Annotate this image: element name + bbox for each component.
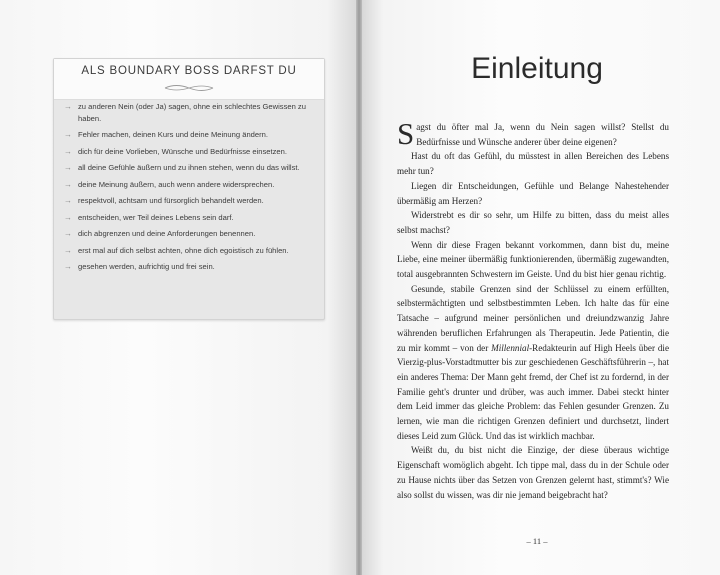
boundary-rights-list: [62, 101, 314, 278]
flourish-ornament-icon: [164, 83, 214, 93]
list-item: [62, 179, 314, 191]
first-paragraph-text: agst du öfter mal Ja, wenn du Nein sagen willst? Stellst du Bedürfnisse und Wünsche anderer über deine eigenen?: [416, 122, 669, 147]
drop-cap: S: [397, 116, 415, 151]
list-item-text: zu anderen Nein (oder Ja) sagen, ohne ein schlechtes Gewissen zu haben.: [78, 102, 306, 123]
list-item: [62, 212, 314, 224]
list-item-text: entscheiden, wer Teil deines Lebens sein darf.: [78, 212, 234, 222]
paragraph: [397, 282, 669, 444]
arrow-right-icon: →: [64, 130, 72, 139]
info-box-header: [54, 59, 324, 100]
list-item-text: deine Meinung äußern, auch wenn andere widersprechen.: [78, 179, 275, 189]
list-item: [62, 162, 314, 174]
list-item-text: all deine Gefühle äußern und zu ihnen stehen, wenn du das willst.: [78, 163, 300, 172]
list-item: [62, 261, 314, 273]
italic-term: Millennial: [491, 342, 530, 353]
arrow-right-icon: →: [64, 196, 72, 205]
list-item-text: dich für deine Vorlieben, Wünsche und Bedürfnisse einsetzen.: [78, 146, 287, 156]
paragraph: Liegen dir Entscheidungen, Gefühle und Belange Nahestehender übermäßig am Herzen?: [397, 180, 669, 206]
arrow-right-icon: →: [64, 229, 72, 238]
arrow-right-icon: →: [64, 179, 72, 189]
page-number: – 11 –: [526, 536, 548, 546]
paragraph: Weißt du, du bist nicht die Einzige, der diese überaus wichtige Eigenschaft womöglich abgeht. Ich tippe mal, dass du in der Schule oder zu Hause nichts über das Setzen von Grenzen gelernt hast, stimmt's? Wie also sollst du wissen, was dir nie jemand beigebracht hat?: [397, 445, 669, 500]
list-item: [62, 146, 314, 158]
list-item-text: dich abgrenzen und deine Anforderungen benennen.: [78, 229, 256, 238]
list-item: [62, 245, 314, 257]
list-item: [62, 129, 314, 141]
arrow-right-icon: →: [64, 163, 72, 172]
paragraph: Widerstrebt es dir so sehr, um Hilfe zu bitten, dass du meist alles selbst machst?: [397, 210, 669, 235]
arrow-right-icon: →: [64, 245, 72, 255]
info-box-title: ALS BOUNDARY BOSS DARFST DU: [81, 65, 297, 77]
list-item: [62, 195, 314, 207]
paragraph: Hast du oft das Gefühl, du müsstest in allen Bereichen des Lebens mehr tun?: [397, 151, 669, 177]
arrow-right-icon: →: [64, 102, 72, 111]
paragraph-text: -Redakteurin auf High Heels über die Vierzig-plus-Vorstadtmutter bis zur geschiedenen Geschäftsführerin –, hat ein anderes Thema: Der Mann geht fremd, der Chef ist zu fordernd, in der Familie geht's drunter und drüber, was auch immer. Dabei steckt hinter dem Leid immer das gleiche Problem: das Fehlen gesunder Grenzen. Zu lernen, wie man die richtigen Grenzen definiert und durchsetzt, lindert dieses Leid zum Glück. Und das ist wirklich machbar.: [397, 342, 669, 441]
info-box: [53, 58, 325, 320]
arrow-right-icon: →: [64, 212, 72, 222]
list-item-text: respektvoll, achtsam und fürsorglich behandelt werden.: [78, 196, 264, 205]
list-item-text: erst mal auf dich selbst achten, ohne dich egoistisch zu fühlen.: [78, 245, 289, 255]
chapter-body: [397, 116, 669, 502]
list-item-text: gesehen werden, aufrichtig und frei sein.: [78, 262, 215, 271]
list-item: [62, 228, 314, 240]
paragraph: [397, 116, 669, 151]
list-item: [62, 101, 314, 124]
arrow-right-icon: →: [64, 262, 72, 271]
paragraph: Wenn dir diese Fragen bekannt vorkommen, dann bist du, meine Liebe, eine meiner übermäßig funktionierenden, übermäßig zugewandten, total ausgebrannten Schwestern im Geiste. Und du bist hier genau richtig.: [397, 239, 669, 280]
chapter-heading: Einleitung: [471, 52, 603, 85]
left-page: [0, 0, 356, 575]
paragraph-text: Gesunde, stabile Grenzen sind der Schlüssel zu einem erfüllten, selbstermächtigten und selbstbestimmten Leben. Ich halte das für eine Tatsache – aufgrund meiner persönlichen und dreiundzwanzig Jahre währenden beruflichen Erfahrungen als Therapeutin. Jede Patientin, die zu mir kommt – von der: [397, 283, 669, 353]
arrow-right-icon: →: [64, 146, 72, 156]
list-item-text: Fehler machen, deinen Kurs und deine Meinung ändern.: [78, 130, 268, 139]
